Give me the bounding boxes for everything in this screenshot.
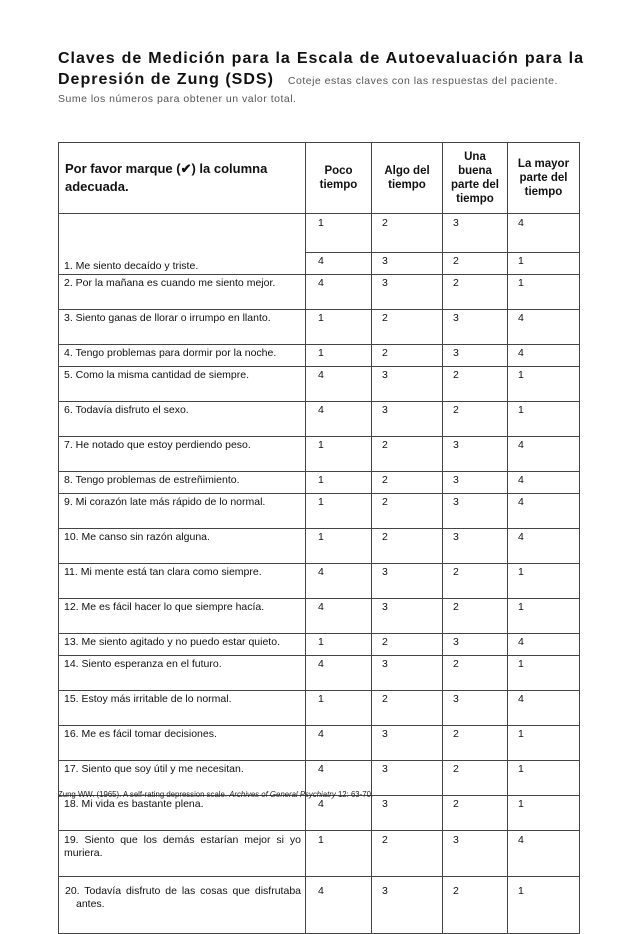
value-cell: 2	[372, 345, 443, 367]
table-row	[59, 472, 580, 494]
table-row	[59, 564, 580, 599]
value-cell: 2	[443, 877, 508, 934]
value-cell: 2	[372, 691, 443, 726]
table-header-row	[59, 143, 580, 214]
question-column-header: Por favor marque (✔) la columna adecuada.	[59, 143, 306, 214]
value-cell: 1	[508, 367, 580, 402]
value-cell: 4	[306, 877, 372, 934]
value-cell: 4	[508, 437, 580, 472]
value-cell: 3	[443, 691, 508, 726]
value-cell: 4	[306, 253, 372, 275]
value-cell: 3	[372, 877, 443, 934]
question-cell: 16. Me es fácil tomar decisiones.	[59, 726, 306, 761]
value-cell: 4	[306, 275, 372, 310]
column-header-la-mayor-parte: La mayor parte del tiempo	[508, 143, 580, 214]
value-cell: 4	[508, 831, 580, 877]
value-cell: 1	[508, 726, 580, 761]
value-cell: 1	[508, 253, 580, 275]
question-cell: 1. Me siento decaído y triste.	[59, 214, 306, 275]
value-cell: 4	[508, 691, 580, 726]
value-cell: 1	[508, 275, 580, 310]
table-row	[59, 310, 580, 345]
value-cell: 2	[443, 253, 508, 275]
column-header-algo-del-tiempo: Algo del tiempo	[372, 143, 443, 214]
value-cell: 1	[306, 310, 372, 345]
question-cell: 10. Me canso sin razón alguna.	[59, 529, 306, 564]
value-cell: 1	[508, 402, 580, 437]
document-header	[58, 48, 584, 106]
value-cell: 4	[306, 367, 372, 402]
value-cell: 1	[306, 634, 372, 656]
value-cell: 3	[372, 656, 443, 691]
table-row	[59, 796, 580, 831]
table-row	[59, 402, 580, 437]
document-title-line1: Claves de Medición para la Escala de Autoevaluación para la	[58, 50, 584, 67]
column-header-poco-tiempo: Poco tiempo	[306, 143, 372, 214]
value-cell: 4	[306, 726, 372, 761]
question-cell: 15. Estoy más irritable de lo normal.	[59, 691, 306, 726]
value-cell: 2	[372, 634, 443, 656]
question-cell: 5. Como la misma cantidad de siempre.	[59, 367, 306, 402]
value-cell: 3	[443, 214, 508, 253]
value-cell: 1	[508, 761, 580, 796]
value-cell: 4	[508, 214, 580, 253]
value-cell: 3	[372, 402, 443, 437]
column-header-una-buena-parte: Una buena parte del tiempo	[443, 143, 508, 214]
value-cell: 2	[443, 726, 508, 761]
question-cell: 14. Siento esperanza en el futuro.	[59, 656, 306, 691]
value-cell: 1	[508, 796, 580, 831]
value-cell: 1	[306, 831, 372, 877]
value-cell: 1	[306, 437, 372, 472]
value-cell: 2	[443, 599, 508, 634]
instructions-inline: Coteje estas claves con las respuestas del paciente.	[287, 75, 558, 87]
value-cell: 3	[443, 437, 508, 472]
table-row	[59, 691, 580, 726]
question-cell: 17. Siento que soy útil y me necesitan.	[59, 761, 306, 796]
question-cell: 2. Por la mañana es cuando me siento mejor.	[59, 275, 306, 310]
question-cell: 9. Mi corazón late más rápido de lo normal.	[59, 494, 306, 529]
value-cell: 2	[372, 472, 443, 494]
value-cell: 2	[443, 761, 508, 796]
table-row	[59, 634, 580, 656]
value-cell: 1	[306, 494, 372, 529]
value-cell: 3	[443, 634, 508, 656]
value-cell: 3	[372, 796, 443, 831]
question-cell: 6. Todavía disfruto el sexo.	[59, 402, 306, 437]
value-cell: 1	[306, 345, 372, 367]
table-row	[59, 345, 580, 367]
value-cell: 4	[508, 494, 580, 529]
value-cell: 2	[443, 796, 508, 831]
table-row	[59, 437, 580, 472]
value-cell: 2	[372, 529, 443, 564]
value-cell: 1	[508, 656, 580, 691]
question-cell: 18. Mi vida es bastante plena.	[59, 796, 306, 831]
value-cell: 3	[372, 367, 443, 402]
table-row	[59, 877, 580, 934]
table-row	[59, 529, 580, 564]
value-cell: 3	[372, 599, 443, 634]
value-cell: 2	[443, 402, 508, 437]
value-cell: 3	[443, 472, 508, 494]
value-cell: 3	[372, 253, 443, 275]
value-cell: 2	[443, 367, 508, 402]
value-cell: 1	[306, 214, 372, 253]
value-cell: 4	[306, 402, 372, 437]
table-row	[59, 831, 580, 877]
value-cell: 4	[508, 345, 580, 367]
value-cell: 4	[508, 634, 580, 656]
value-cell: 3	[443, 494, 508, 529]
value-cell: 1	[508, 877, 580, 934]
value-cell: 3	[372, 564, 443, 599]
value-cell: 3	[443, 345, 508, 367]
value-cell: 1	[306, 691, 372, 726]
value-cell: 1	[306, 529, 372, 564]
value-cell: 3	[372, 761, 443, 796]
question-cell: 8. Tengo problemas de estreñimiento.	[59, 472, 306, 494]
value-cell: 3	[443, 529, 508, 564]
table-row	[59, 656, 580, 691]
citation-volume: 12: 63-70.	[335, 790, 374, 799]
value-cell: 1	[306, 472, 372, 494]
question-cell: 20. Todavía disfruto de las cosas que disfrutaba antes.	[59, 877, 306, 934]
question-cell: 7. He notado que estoy perdiendo peso.	[59, 437, 306, 472]
document-title-text: Depresión de Zung (SDS)	[58, 71, 274, 88]
table-row	[59, 214, 580, 253]
value-cell: 1	[508, 564, 580, 599]
value-cell: 4	[306, 761, 372, 796]
value-cell: 4	[306, 564, 372, 599]
question-cell: 4. Tengo problemas para dormir por la noche.	[59, 345, 306, 367]
value-cell: 1	[508, 599, 580, 634]
value-cell: 2	[372, 310, 443, 345]
value-cell: 4	[508, 310, 580, 345]
document-title-line2	[58, 69, 584, 92]
table-row	[59, 599, 580, 634]
value-cell: 2	[372, 214, 443, 253]
question-cell: 3. Siento ganas de llorar o irrumpo en llanto.	[59, 310, 306, 345]
instructions-line2: Sume los números para obtener un valor total.	[58, 93, 297, 105]
value-cell: 4	[508, 472, 580, 494]
value-cell: 2	[372, 437, 443, 472]
value-cell: 4	[306, 599, 372, 634]
citation-text: Zung WW. (1965). A self-rating depression scale.	[58, 790, 230, 799]
value-cell: 2	[443, 656, 508, 691]
value-cell: 3	[443, 310, 508, 345]
value-cell: 3	[443, 831, 508, 877]
value-cell: 4	[508, 529, 580, 564]
table-row	[59, 726, 580, 761]
table-row	[59, 367, 580, 402]
table-row	[59, 494, 580, 529]
value-cell: 2	[443, 564, 508, 599]
question-cell: 11. Mi mente está tan clara como siempre.	[59, 564, 306, 599]
question-cell: 19. Siento que los demás estarían mejor si yo muriera.	[59, 831, 306, 877]
value-cell: 4	[306, 656, 372, 691]
value-cell: 3	[372, 275, 443, 310]
question-cell: 13. Me siento agitado y no puedo estar quieto.	[59, 634, 306, 656]
value-cell: 3	[372, 726, 443, 761]
table-row	[59, 275, 580, 310]
value-cell: 2	[372, 831, 443, 877]
value-cell: 4	[306, 796, 372, 831]
citation-journal: Archives of General Psychiatry	[229, 790, 336, 799]
question-cell: 12. Me es fácil hacer lo que siempre hacía.	[59, 599, 306, 634]
value-cell: 2	[443, 275, 508, 310]
citation-footer	[58, 790, 373, 799]
value-cell: 2	[372, 494, 443, 529]
scoring-table	[58, 142, 580, 934]
